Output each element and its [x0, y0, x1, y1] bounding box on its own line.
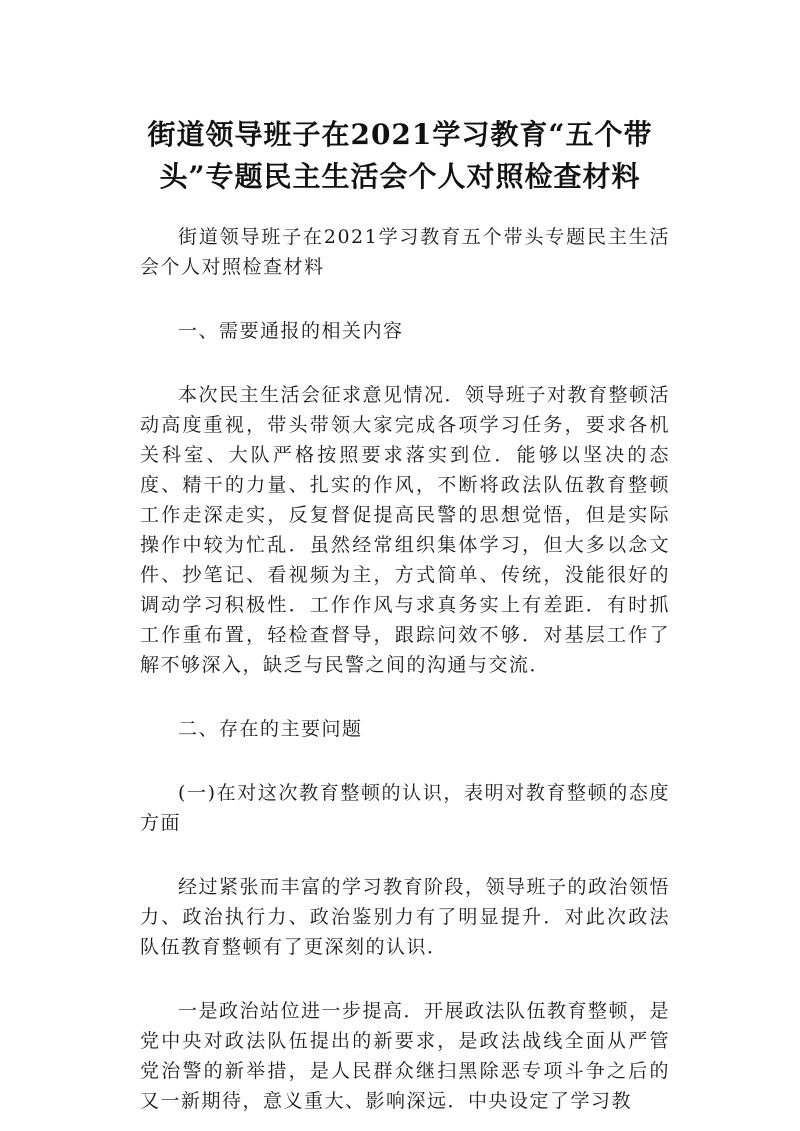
body-paragraph: 一是政治站位进一步提高．开展政法队伍教育整顿，是党中央对政法队伍提出的新要求，是政法战线全面从严管党治警的新举措，是人民群众继扫黑除恶专项斗争之后的又一新期待，意义重大、影响深远．中央设定了学习教	[140, 1000, 671, 1112]
intro-paragraph: 街道领导班子在2021学习教育五个带头专题民主生活会个人对照检查材料	[140, 226, 670, 278]
body-paragraph: 经过紧张而丰富的学习教育阶段，领导班子的政治领悟力、政治执行力、政治鉴别力有了明显提升．对此次政法队伍教育整顿有了更深刻的认识．	[140, 876, 671, 958]
document-title: 街道领导班子在2021学习教育“五个带头”专题民主生活会个人对照检查材料	[147, 118, 653, 193]
body-paragraph: 本次民主生活会征求意见情况．领导班子对教育整顿活动高度重视，带头带领大家完成各项学习任务，要求各机关科室、大队严格按照要求落实到位．能够以坚决的态度、精干的力量、扎实的作风，不断将政法队伍教育整顿工作走深走实，反复督促提高民警的思想觉悟，但是实际操作中较为忙乱．虽然经常组织集体学习，但大多以念文件、抄笔记、看视频为主，方式简单、传统，没能很好的调动学习积极性．工作作风与求真务实上有差距．有时抓工作重布置，轻检查督导，跟踪问效不够．对基层工作了解不够深入，缺乏与民警之间的沟通与交流．	[140, 384, 671, 676]
document-body	[140, 222, 670, 1116]
subsection-heading: (一)在对这次教育整顿的认识，表明对教育整顿的态度方面	[140, 782, 670, 834]
section-heading-2: 二、存在的主要问题	[178, 718, 363, 740]
section-heading-1: 一、需要通报的相关内容	[178, 320, 404, 342]
